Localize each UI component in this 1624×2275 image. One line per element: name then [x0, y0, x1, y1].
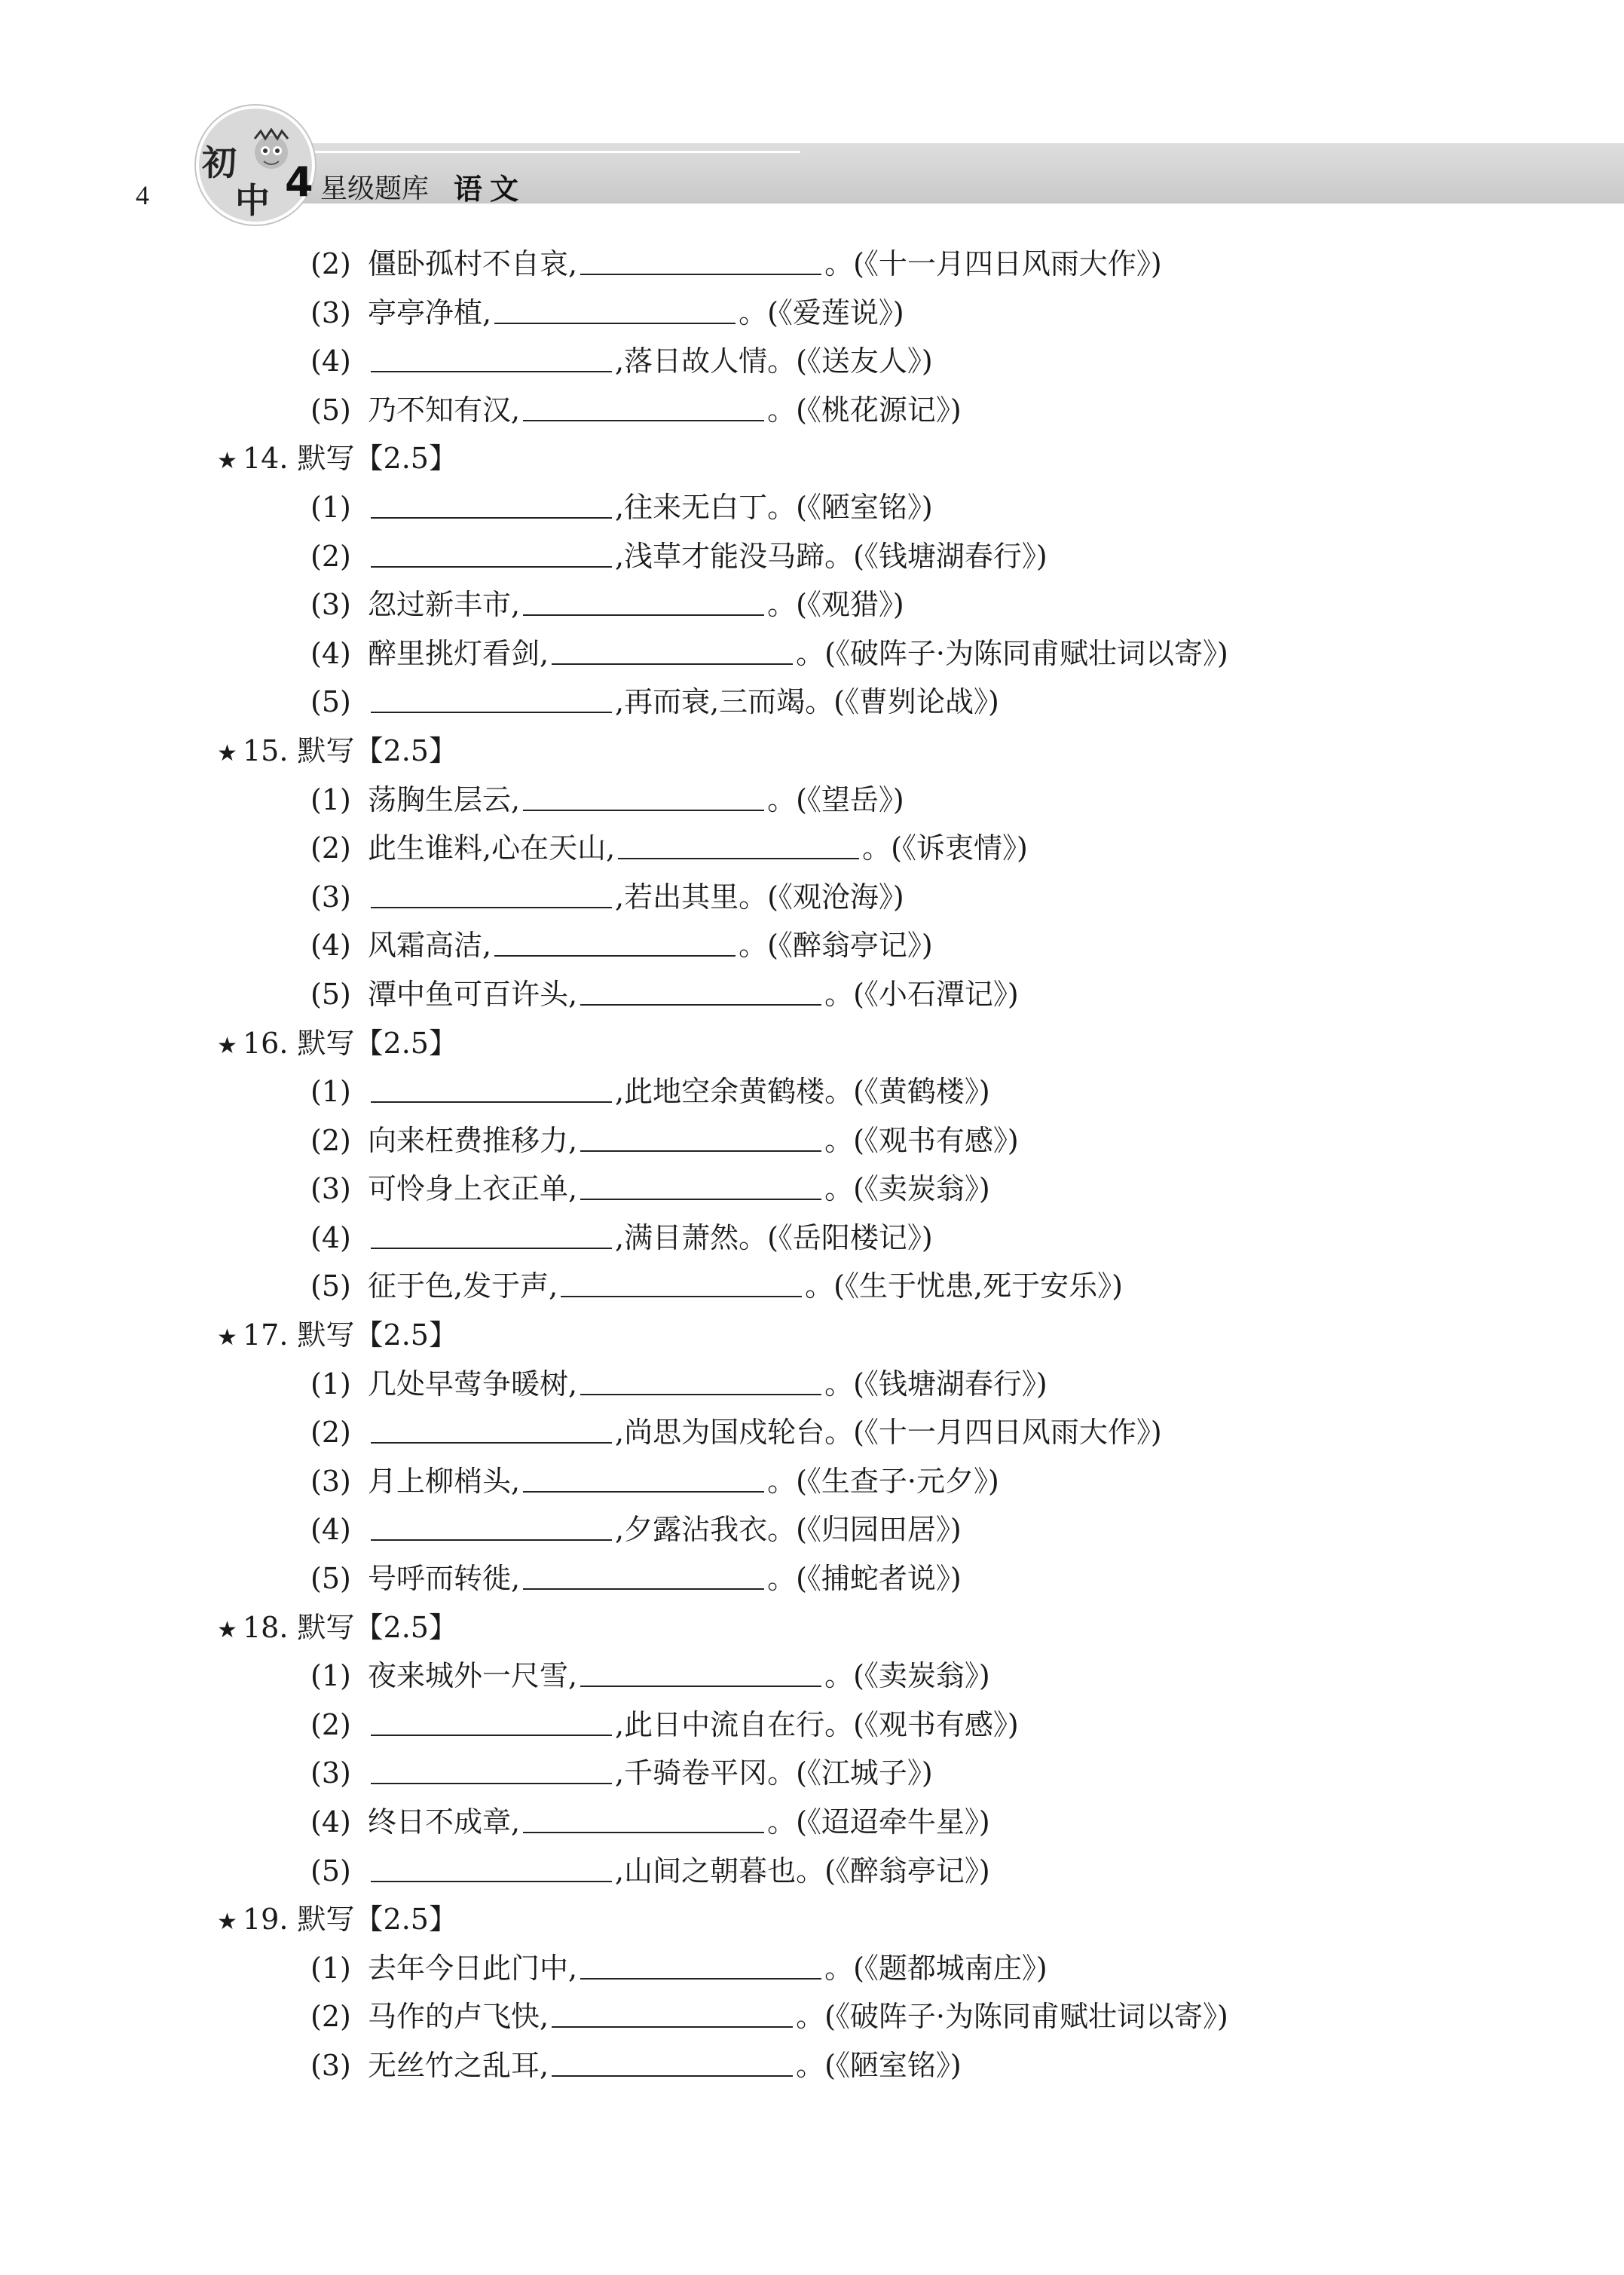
answer-blank[interactable] [523, 778, 764, 811]
fill-in-item [0, 386, 1624, 435]
answer-blank[interactable] [371, 485, 612, 519]
item-number: (1) [310, 490, 351, 524]
item-number: (2) [310, 2000, 351, 2034]
item-text-before: 月上柳梢头, [368, 1464, 521, 1498]
fill-in-item [0, 1214, 1624, 1263]
item-text-before: 几处早莺争暖树, [368, 1367, 578, 1401]
item-number: (3) [310, 295, 351, 329]
item-number: (5) [310, 1269, 351, 1303]
item-number: (5) [310, 393, 351, 427]
fill-in-item [0, 873, 1624, 922]
star-icon: ★ [217, 1032, 237, 1059]
item-text-after: 。(《卖炭翁》) [824, 1659, 990, 1693]
item-text-after: 。(《观猎》) [767, 588, 904, 622]
item-number: (3) [310, 2048, 351, 2082]
question-title: 16. 默写【2.5】 [243, 1026, 457, 1060]
page-number: 4 [136, 180, 149, 210]
item-text-after: ,此日中流自在行。(《观书有感》) [615, 1707, 1019, 1741]
item-number: (3) [310, 588, 351, 622]
question-title: 18. 默写【2.5】 [243, 1610, 457, 1644]
answer-blank[interactable] [371, 875, 612, 908]
item-text-before: 去年今日此门中, [368, 1951, 578, 1985]
fill-in-item [0, 1262, 1624, 1311]
answer-blank[interactable] [552, 632, 793, 665]
exercise-list [0, 240, 1624, 2090]
item-text-after: ,千骑卷平冈。(《江城子》) [615, 1756, 933, 1790]
question-title: 19. 默写【2.5】 [243, 1903, 457, 1937]
fill-in-item [0, 1652, 1624, 1701]
item-number: (3) [310, 1464, 351, 1498]
item-text-after: ,满目萧然。(《岳阳楼记》) [615, 1220, 933, 1254]
item-text-after: ,尚思为国戍轮台。(《十一月四日风雨大作》) [615, 1416, 1162, 1450]
item-text-after: ,山间之朝暮也。(《醉翁亭记》) [615, 1854, 990, 1888]
item-text-before: 荡胸生层云, [368, 782, 521, 816]
answer-blank[interactable] [580, 1362, 821, 1395]
grade-number: 4 [285, 158, 313, 206]
item-text-after: 。(《捕蛇者说》) [767, 1562, 962, 1596]
item-text-after: 。(《破阵子·为陈同甫赋壮词以寄》) [796, 636, 1228, 670]
item-text-before: 僵卧孤村不自哀, [368, 247, 578, 280]
fill-in-item [0, 1798, 1624, 1847]
star-icon: ★ [217, 448, 237, 475]
item-number: (5) [310, 1562, 351, 1596]
item-text-after: ,落日故人情。(《送友人》) [615, 344, 933, 378]
item-number: (2) [310, 1123, 351, 1157]
question-header [0, 434, 1624, 483]
series-title: 星级题库 [320, 173, 430, 204]
star-icon: ★ [217, 739, 237, 767]
fill-in-item [0, 240, 1624, 289]
fill-in-item [0, 1701, 1624, 1750]
answer-blank[interactable] [523, 1557, 764, 1590]
fill-in-item [0, 1505, 1624, 1554]
item-text-after: 。(《小石潭记》) [824, 977, 1019, 1011]
item-text-after: 。(《观书有感》) [824, 1123, 1019, 1157]
item-number: (1) [310, 1075, 351, 1109]
answer-blank[interactable] [371, 1070, 612, 1103]
star-icon: ★ [217, 1616, 237, 1643]
fill-in-item [0, 1944, 1624, 1993]
fill-in-item [0, 1067, 1624, 1116]
item-text-before: 无丝竹之乱耳, [368, 2048, 549, 2082]
answer-blank[interactable] [371, 1849, 612, 1882]
fill-in-item [0, 921, 1624, 970]
item-number: (1) [310, 782, 351, 816]
item-text-after: ,此地空余黄鹤楼。(《黄鹤楼》) [615, 1075, 990, 1109]
answer-blank[interactable] [371, 1508, 612, 1541]
item-text-before: 征于色,发于声, [368, 1269, 558, 1303]
item-number: (4) [310, 1513, 351, 1547]
item-text-after: 。(《十一月四日风雨大作》) [824, 247, 1162, 280]
item-number: (5) [310, 1854, 351, 1888]
item-text-after: 。(《卖炭翁》) [824, 1172, 990, 1206]
question-header [0, 1895, 1624, 1944]
item-text-after: 。(《陋室铭》) [796, 2048, 962, 2082]
answer-blank[interactable] [580, 1167, 821, 1200]
fill-in-item [0, 1992, 1624, 2041]
item-text-after: 。(《钱塘湖春行》) [824, 1367, 1047, 1401]
fill-in-item [0, 532, 1624, 581]
fill-in-item [0, 580, 1624, 629]
item-text-after: 。(《迢迢牵牛星》) [767, 1805, 990, 1839]
answer-blank[interactable] [371, 339, 612, 372]
header-rule [280, 151, 800, 153]
question-header [0, 1311, 1624, 1360]
question-header [0, 727, 1624, 776]
item-text-before: 马作的卢飞快, [368, 2000, 549, 2034]
answer-blank[interactable] [580, 1946, 821, 1980]
fill-in-item [0, 2041, 1624, 2090]
item-text-after: 。(《诉衷情》) [862, 831, 1028, 865]
fill-in-item [0, 1457, 1624, 1506]
answer-blank[interactable] [371, 1703, 612, 1736]
fill-in-item [0, 1360, 1624, 1409]
item-number: (2) [310, 539, 351, 573]
item-number: (5) [310, 977, 351, 1011]
fill-in-item [0, 1408, 1624, 1457]
answer-blank[interactable] [580, 1654, 821, 1687]
star-icon: ★ [217, 1909, 237, 1936]
answer-blank[interactable] [523, 1459, 764, 1493]
answer-blank[interactable] [523, 388, 764, 421]
item-text-after: ,夕露沾我衣。(《归园田居》) [615, 1513, 962, 1547]
item-number: (1) [310, 1659, 351, 1693]
item-text-before: 夜来城外一尺雪, [368, 1659, 578, 1693]
logo-char-top: 初 [202, 142, 237, 183]
item-text-before: 向来枉费推移力, [368, 1123, 578, 1157]
item-number: (1) [310, 1367, 351, 1401]
answer-blank[interactable] [552, 1995, 793, 2028]
question-title: 17. 默写【2.5】 [243, 1318, 457, 1352]
item-number: (4) [310, 929, 351, 963]
item-text-after: 。(《望岳》) [767, 782, 904, 816]
fill-in-item [0, 289, 1624, 338]
fill-in-item [0, 678, 1624, 727]
fill-in-item [0, 1554, 1624, 1603]
item-text-after: 。(《破阵子·为陈同甫赋壮词以寄》) [796, 2000, 1228, 2034]
star-icon: ★ [217, 1324, 237, 1352]
item-text-before: 可怜身上衣正单, [368, 1172, 578, 1206]
logo-char-bottom: 中 [235, 180, 270, 221]
item-text-before: 醉里挑灯看剑, [368, 636, 549, 670]
item-number: (3) [310, 1756, 351, 1790]
item-number: (4) [310, 1805, 351, 1839]
item-number: (5) [310, 685, 351, 719]
answer-blank[interactable] [580, 972, 821, 1006]
fill-in-item [0, 483, 1624, 532]
item-number: (2) [310, 1707, 351, 1741]
fill-in-item [0, 970, 1624, 1019]
item-text-before: 亭亭净植, [368, 295, 492, 329]
item-number: (2) [310, 247, 351, 280]
answer-blank[interactable] [371, 1751, 612, 1784]
answer-blank[interactable] [494, 291, 736, 324]
item-number: (2) [310, 831, 351, 865]
answer-blank[interactable] [523, 583, 764, 616]
item-number: (4) [310, 1220, 351, 1254]
answer-blank[interactable] [552, 2044, 793, 2077]
item-text-before: 潭中鱼可百许头, [368, 977, 578, 1011]
fill-in-item [0, 1116, 1624, 1165]
answer-blank[interactable] [371, 1216, 612, 1249]
item-number: (4) [310, 636, 351, 670]
item-text-after: ,浅草才能没马蹄。(《钱塘湖春行》) [615, 539, 1047, 573]
fill-in-item [0, 629, 1624, 678]
item-number: (1) [310, 1951, 351, 1985]
answer-blank[interactable] [580, 1119, 821, 1152]
item-text-after: ,若出其里。(《观沧海》) [615, 880, 904, 914]
question-title: 14. 默写【2.5】 [243, 442, 457, 476]
answer-blank[interactable] [618, 826, 859, 859]
item-number: (3) [310, 880, 351, 914]
page-header [0, 0, 1624, 219]
item-number: (3) [310, 1172, 351, 1206]
item-text-before: 乃不知有汉, [368, 393, 521, 427]
item-text-after: 。(《醉翁亭记》) [739, 929, 933, 963]
item-text-after: 。(《题都城南庄》) [824, 1951, 1047, 1985]
answer-blank[interactable] [371, 534, 612, 568]
item-text-after: ,往来无白丁。(《陋室铭》) [615, 490, 933, 524]
fill-in-item [0, 776, 1624, 825]
answer-blank[interactable] [371, 1410, 612, 1444]
answer-blank[interactable] [494, 923, 736, 957]
item-text-before: 忽过新丰市, [368, 588, 521, 622]
subject-title: 语文 [454, 173, 527, 206]
question-header [0, 1019, 1624, 1068]
item-number: (2) [310, 1416, 351, 1450]
item-text-before: 号呼而转徙, [368, 1562, 521, 1596]
item-text-before: 终日不成章, [368, 1805, 521, 1839]
answer-blank[interactable] [561, 1264, 802, 1297]
item-text-after: 。(《生查子·元夕》) [767, 1464, 999, 1498]
fill-in-item [0, 1847, 1624, 1896]
item-text-after: ,再而衰,三而竭。(《曹刿论战》) [615, 685, 999, 719]
fill-in-item [0, 824, 1624, 873]
fill-in-item [0, 1749, 1624, 1798]
answer-blank[interactable] [371, 680, 612, 713]
item-text-after: 。(《爱莲说》) [739, 295, 904, 329]
question-header [0, 1603, 1624, 1652]
item-text-after: 。(《桃花源记》) [767, 393, 962, 427]
question-title: 15. 默写【2.5】 [243, 733, 457, 767]
answer-blank[interactable] [523, 1800, 764, 1833]
answer-blank[interactable] [580, 242, 821, 275]
item-text-before: 此生谁料,心在天山, [368, 831, 616, 865]
item-text-before: 风霜高洁, [368, 929, 492, 963]
fill-in-item [0, 337, 1624, 386]
fill-in-item [0, 1165, 1624, 1214]
item-text-after: 。(《生于忧患,死于安乐》) [805, 1269, 1123, 1303]
item-number: (4) [310, 344, 351, 378]
